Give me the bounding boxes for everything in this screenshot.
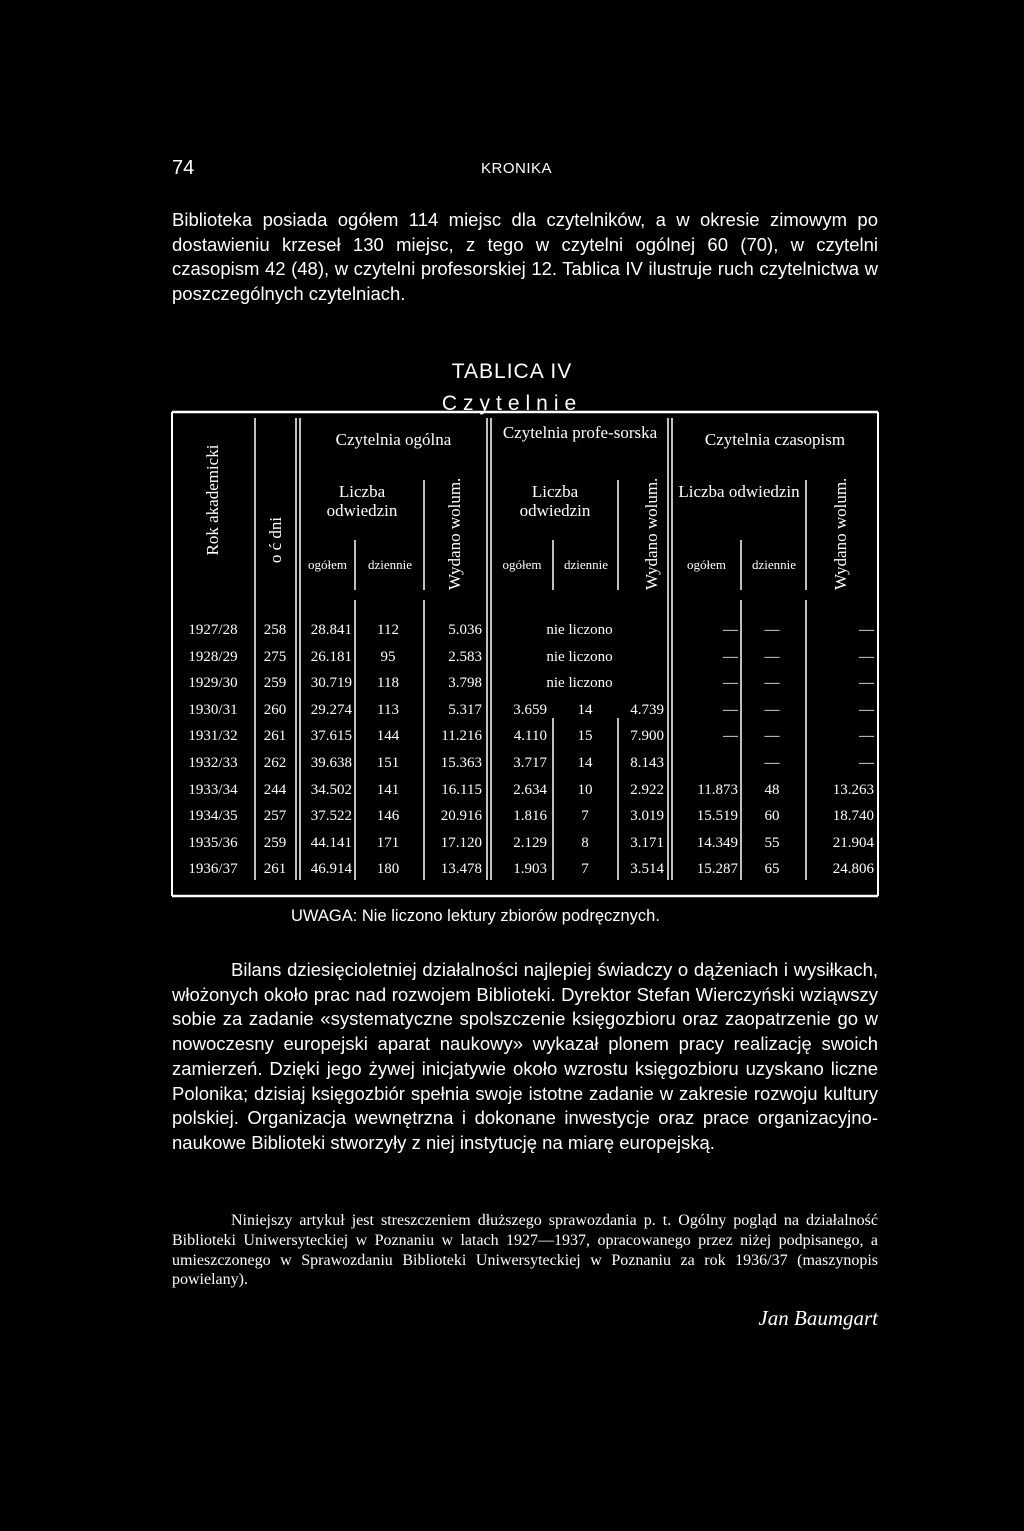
- cell-wydano: 5.317: [448, 701, 482, 718]
- cell-ogolem: 34.502: [310, 781, 352, 798]
- page-number: 74: [172, 157, 195, 179]
- table-row: [0, 728, 1024, 748]
- cell-year: 1927/28: [188, 622, 238, 638]
- cell-year: 1928/29: [188, 648, 238, 665]
- cell-ogolem: 29.274: [310, 701, 352, 718]
- cell-dziennie: 112: [377, 622, 399, 638]
- cell-wydano: 3.798: [448, 675, 482, 692]
- cell-wydano: 16.115: [441, 781, 482, 798]
- liczba-odwiedzin-2: Liczba odwiedzin: [519, 482, 591, 520]
- note: UWAGA: Nie liczono lektury zbiorów podręcznych.: [291, 907, 660, 925]
- cell-czas-dziennie: 65: [764, 861, 780, 878]
- wydano-wolum-2: Wydano wolum.: [642, 477, 661, 590]
- ogolem-1: ogółem: [308, 557, 347, 572]
- cell-czas-wydano: —: [859, 701, 874, 718]
- cell-dziennie: 144: [376, 728, 400, 745]
- cell-year: 1931/32: [188, 728, 238, 745]
- cell-dziennie: 146: [376, 808, 400, 825]
- cell-czas-ogolem: —: [723, 622, 738, 638]
- group-czytelnia-profesorska: Czytelnia profe-sorska: [502, 423, 658, 442]
- cell-days: 275: [263, 648, 287, 665]
- cell-ogolem: 44.141: [310, 834, 352, 851]
- cell-dziennie: 118: [377, 675, 399, 692]
- liczba-odwiedzin-3: Liczba odwiedzin: [678, 482, 800, 501]
- cell-ogolem: 28.841: [310, 622, 352, 638]
- cell-czas-wydano: —: [859, 648, 874, 665]
- body-paragraph: Bilans dziesięcioletniej działalności najlepiej świadczy o dążeniach i wysiłkach, włożonych około prac nad rozwojem Biblioteki. Dyrektor Stefan Wierczyński wziąwszy sobie za zadanie «systematyczne spolszczenie księgozbioru oraz zaopatrzenie go w nowoczesny europejski aparat naukowy» wykazał plonem pracy realizację swoich zamierzeń. Dzięki jego żywej inicjatywie około wzrostu księgozbioru uzyskano liczne Polonika; dzisiaj księgozbiór spełnia swoje istotne zadanie w zakresie rozwoju kultury polskiej. Organizacja wewnętrzna i dokonane inwestycje oraz prace organizacyjno-naukowe Biblioteki stworzyły z niej instytucję na miarę europejską.: [172, 959, 878, 1153]
- table-row: [0, 808, 1024, 828]
- table-row: [0, 702, 1024, 722]
- cell-nie-liczono: nie liczono: [546, 648, 613, 665]
- table-row: [0, 755, 1024, 775]
- cell-czas-ogolem: —: [723, 728, 738, 745]
- signature: Jan Baumgart: [758, 1306, 878, 1330]
- group-czytelnia-czasopism: Czytelnia czasopism: [704, 430, 846, 449]
- cell-czas-ogolem: —: [723, 701, 738, 718]
- wydano-wolum-3: Wydano wolum.: [831, 477, 850, 590]
- cell-year: 1935/36: [188, 834, 238, 851]
- cell-czas-dziennie: —: [764, 622, 780, 638]
- dziennie-1: dziennie: [367, 557, 413, 572]
- cell-days: 244: [263, 781, 287, 798]
- cell-days: 261: [263, 861, 287, 878]
- cell-czas-wydano: 13.263: [832, 781, 874, 798]
- cell-czas-dziennie: 60: [764, 808, 780, 825]
- cell-dziennie: 151: [376, 755, 400, 771]
- cell-prof-dziennie: 14: [577, 755, 593, 771]
- cell-prof-dziennie: 14: [577, 701, 593, 718]
- footnote: Niniejszy artykuł jest streszczeniem dłuższego sprawozdania p. t. Ogólny pogląd na działalność Biblioteki Uniwersyteckiej w Poznaniu w latach 1927—1937, opracowanego przez niżej podpisanego, a umieszczonego w Sprawozdaniu Biblioteki Uniwersyteckiej w Poznaniu za rok 1936/37 (maszynopis powielany).: [172, 1212, 878, 1289]
- ogolem-2: ogółem: [502, 557, 542, 572]
- wydano-wolum-1: Wydano wolum.: [445, 477, 464, 590]
- cell-nie-liczono: nie liczono: [546, 675, 613, 692]
- cell-days: 260: [263, 701, 287, 718]
- cell-year: 1933/34: [188, 781, 238, 798]
- cell-year: 1932/33: [188, 755, 238, 771]
- table-row: [0, 861, 1024, 881]
- cell-czas-ogolem: 15.519: [696, 808, 738, 825]
- cell-czas-dziennie: —: [764, 701, 780, 718]
- cell-dziennie: 95: [380, 648, 396, 665]
- running-head: KRONIKA: [481, 160, 553, 177]
- cell-czas-wydano: 18.740: [832, 808, 874, 825]
- cell-wydano: 17.120: [440, 834, 482, 851]
- table-row: [0, 782, 1024, 802]
- cell-prof-dziennie: 7: [581, 808, 589, 825]
- cell-czas-wydano: —: [859, 622, 874, 638]
- cell-days: 258: [263, 622, 287, 638]
- cell-days: 262: [263, 755, 287, 771]
- cell-czas-dziennie: —: [764, 675, 780, 692]
- cell-prof-ogolem: 2.129: [513, 834, 547, 851]
- liczba-odwiedzin-1: Liczba odwiedzin: [326, 482, 398, 520]
- cell-czas-ogolem: 14.349: [696, 834, 738, 851]
- cell-wydano: 11.216: [441, 728, 482, 745]
- cell-prof-ogolem: 3.717: [513, 755, 547, 771]
- cell-wydano: 2.583: [448, 648, 482, 665]
- table-row: [0, 675, 1024, 695]
- col-rok-akademicki: Rok akademicki: [203, 444, 222, 556]
- cell-ogolem: 46.914: [310, 861, 352, 878]
- cell-wydano: 20.916: [440, 808, 482, 825]
- cell-czas-ogolem: —: [723, 648, 738, 665]
- cell-czas-dziennie: —: [764, 648, 780, 665]
- cell-wydano: 15.363: [440, 755, 482, 771]
- cell-ogolem: 37.615: [310, 728, 352, 745]
- cell-dziennie: 171: [376, 834, 400, 851]
- cell-prof-ogolem: 3.659: [513, 701, 547, 718]
- table-subtitle: Czytelnie: [441, 392, 583, 415]
- cell-prof-ogolem: 1.816: [513, 808, 547, 825]
- cell-czas-dziennie: 48: [764, 781, 780, 798]
- cell-ogolem: 39.638: [310, 755, 352, 771]
- cell-prof-wydano: 3.019: [630, 808, 664, 825]
- cell-dziennie: 180: [376, 861, 400, 878]
- cell-czas-ogolem: 15.287: [696, 861, 738, 878]
- cell-days: 259: [263, 834, 287, 851]
- cell-wydano: 5.036: [448, 622, 482, 638]
- cell-ogolem: 26.181: [310, 648, 352, 665]
- cell-year: 1936/37: [188, 861, 238, 878]
- cell-wydano: 13.478: [440, 861, 482, 878]
- cell-year: 1934/35: [188, 808, 238, 825]
- cell-days: 261: [263, 728, 287, 745]
- cell-prof-ogolem: 1.903: [513, 861, 547, 878]
- cell-nie-liczono: nie liczono: [546, 622, 613, 638]
- dziennie-2: dziennie: [563, 557, 609, 572]
- cell-year: 1929/30: [188, 675, 238, 692]
- cell-prof-dziennie: 15: [577, 728, 593, 745]
- cell-prof-wydano: 7.900: [630, 728, 664, 745]
- table-row: [0, 835, 1024, 855]
- cell-days: 257: [263, 808, 287, 825]
- cell-dziennie: 113: [377, 701, 399, 718]
- cell-ogolem: 37.522: [310, 808, 352, 825]
- cell-czas-dziennie: —: [764, 755, 780, 771]
- cell-year: 1930/31: [188, 701, 238, 718]
- cell-czas-ogolem: —: [723, 675, 738, 692]
- cell-prof-ogolem: 4.110: [513, 728, 547, 745]
- table-title: TABLICA IV: [451, 360, 573, 383]
- cell-czas-wydano: 21.904: [832, 834, 874, 851]
- intro-paragraph: Biblioteka posiada ogółem 114 miejsc dla czytelników, a w okresie zimowym po dostawieniu krzeseł 130 miejsc, z tego w czytelni ogólnej 60 (70), w czytelni czasopism 42 (48), w czytelni profesorskiej 12. Tablica IV ilustruje ruch czytelnictwa w poszczególnych czytelniach.: [172, 209, 878, 305]
- ogolem-3: ogółem: [687, 557, 726, 572]
- dziennie-3: dziennie: [751, 557, 797, 572]
- cell-czas-dziennie: —: [764, 728, 780, 745]
- cell-czas-wydano: 24.806: [832, 861, 874, 878]
- cell-czas-wydano: —: [859, 755, 874, 771]
- table-row: [0, 622, 1024, 642]
- cell-czas-dziennie: 55: [764, 834, 780, 851]
- table-row: [0, 649, 1024, 669]
- cell-prof-wydano: 8.143: [630, 755, 664, 771]
- group-czytelnia-ogolna: Czytelnia ogólna: [335, 430, 452, 449]
- cell-prof-dziennie: 7: [581, 861, 589, 878]
- cell-dziennie: 141: [376, 781, 400, 798]
- cell-czas-wydano: —: [859, 675, 874, 692]
- cell-prof-wydano: 3.171: [630, 834, 664, 851]
- cell-czas-ogolem: 11.873: [697, 781, 738, 798]
- cell-prof-wydano: 3.514: [630, 861, 664, 878]
- cell-prof-wydano: 2.922: [630, 781, 664, 798]
- cell-ogolem: 30.719: [310, 675, 352, 692]
- cell-czas-wydano: —: [859, 728, 874, 745]
- cell-prof-dziennie: 10: [577, 781, 593, 798]
- col-ilosc-dni: o ć dni: [266, 516, 285, 564]
- cell-prof-dziennie: 8: [581, 834, 589, 851]
- cell-days: 259: [263, 675, 287, 692]
- cell-prof-wydano: 4.739: [630, 701, 664, 718]
- cell-prof-ogolem: 2.634: [513, 781, 547, 798]
